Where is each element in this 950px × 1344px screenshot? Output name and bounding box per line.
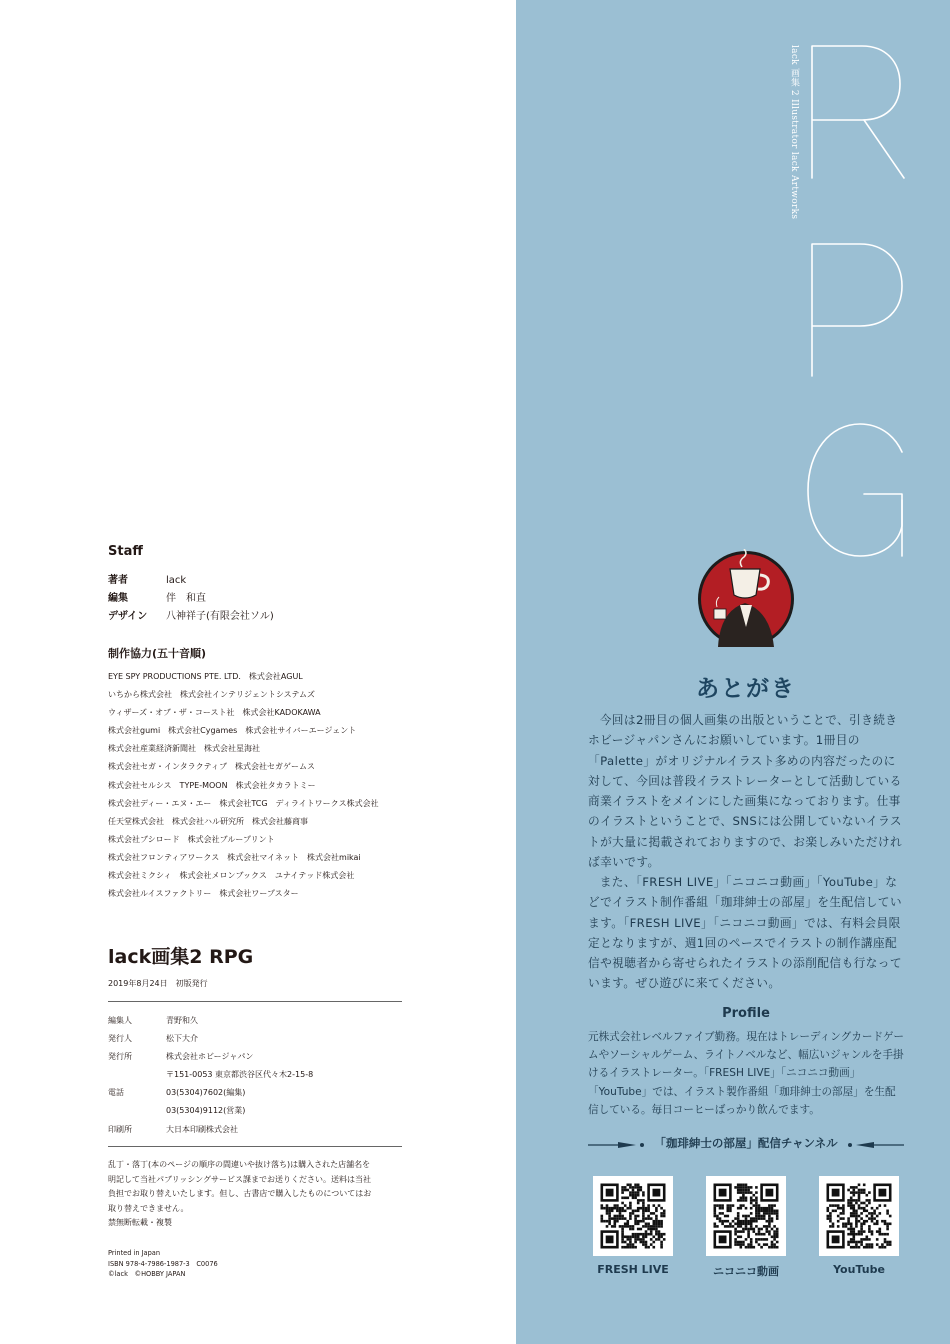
pub-row: 発行人 松下大介	[108, 1034, 198, 1044]
qr-code-fresh-live[interactable]	[593, 1176, 673, 1256]
coop-line: 株式会社gumi 株式会社Cygames 株式会社サイバーエージェント	[108, 726, 357, 736]
pub-row: 〒151-0053 東京都渋谷区代々木2-15-8	[166, 1070, 314, 1080]
credit-row: デザイン 八神祥子(有限会社ソル)	[108, 611, 274, 622]
afterword-body	[588, 710, 906, 994]
channel-banner	[588, 1134, 904, 1154]
afterword-heading: あとがき	[696, 676, 796, 702]
qr-label-fresh-live: FRESH LIVE	[597, 1263, 669, 1276]
qr-label-niconico: ニコニコ動画	[713, 1265, 779, 1278]
letter-r	[812, 46, 904, 178]
pub-row: 03(5304)9112(営業)	[166, 1106, 246, 1116]
coop-line: 株式会社産業経済新聞社 株式会社星海社	[108, 744, 260, 754]
coop-line: ウィザーズ・オブ・ザ・コースト社 株式会社KADOKAWA	[108, 708, 321, 718]
profile-heading: Profile	[722, 1006, 770, 1021]
pen-nib-ornament-right	[842, 1140, 904, 1150]
notice-text: 乱丁・落丁(本のページの順序の間違いや抜け落ち)は購入された店舗名を 明記して当社パブリッシングサービス課までお送りください。送料は当社 負担でお取り替えいたします。但し、古書店で購入したものについてはお 取り替えできません。 禁無断転載・複製	[108, 1160, 372, 1228]
coop-line: いちから株式会社 株式会社インテリジェントシステムズ	[108, 690, 316, 700]
afterword-paragraph: また、「FRESH LIVE」「ニコニコ動画」「YouTube」などでイラスト制作番組「珈琲紳士の部屋」を生配信しています。「FRESH LIVE」「ニコニコ動画」では、有料会員限定となりますが、週1回のペースでイラストの制作講座配信や視聴者から寄せられたイラストの添削配信も行なっています。ぜひ遊びに来てください。	[588, 875, 902, 991]
channel-label: 「珈琲紳士の部屋」配信チャンネル	[654, 1136, 838, 1150]
rpg-title-letters	[798, 0, 938, 570]
pub-row: 発行所 株式会社ホビージャパン	[108, 1052, 254, 1062]
coop-line: 株式会社セガ・インタラクティブ 株式会社セガゲームス	[108, 762, 316, 772]
printing-info: Printed in Japan ISBN 978-4-7986-1987-3 C0076 ©lack ©HOBBY JAPAN	[108, 1249, 218, 1278]
credit-row: 著者 lack	[108, 575, 187, 586]
edition-date: 2019年8月24日 初版発行	[108, 979, 208, 988]
coop-line: 株式会社ルイスファクトリー 株式会社ワープスター	[108, 889, 299, 899]
cooperation-heading: 制作協力(五十音順)	[108, 647, 207, 660]
qr-label-youtube: YouTube	[833, 1263, 885, 1276]
publication-info	[108, 1014, 313, 1141]
qr-code-niconico[interactable]	[706, 1176, 786, 1256]
letter-g	[808, 424, 902, 556]
letter-p	[812, 244, 902, 376]
divider	[108, 1001, 402, 1002]
coop-line: 株式会社フロンティアワークス 株式会社マイネット 株式会社mikai	[108, 852, 361, 862]
coffee-gentleman-emblem	[690, 549, 802, 649]
credits-list	[108, 572, 274, 626]
credit-row: 編集 伴 和直	[108, 593, 206, 604]
coop-line: 株式会社セルシス TYPE-MOON 株式会社タカラトミー	[108, 780, 316, 790]
pub-row: 印刷所 大日本印刷株式会社	[108, 1124, 238, 1134]
profile-text: 元株式会社レベルファイブ勤務。現在はトレーディングカードゲームやソーシャルゲーム、ライトノベルなど、幅広いジャンルを手掛けるイラストレーター。「FRESH LIVE」「ニコニコ動画」「YouTube」では、イラスト製作番組「珈琲紳士の部屋」を生配信している。毎日コーヒーばっかり飲んでます。	[588, 1031, 905, 1116]
coop-line: 株式会社ミクシィ 株式会社メロンブックス ユナイテッド株式会社	[108, 871, 355, 881]
spine-subtitle: lack 画集 2 Illustrator lack Artworks	[789, 45, 799, 220]
coop-line: EYE SPY PRODUCTIONS PTE. LTD. 株式会社AGUL	[108, 672, 303, 681]
pub-row: 編集人 青野和久	[108, 1016, 198, 1025]
coop-line: 任天堂株式会社 株式会社ハル研究所 株式会社藤商事	[108, 816, 308, 826]
coop-line: 株式会社ブシロード 株式会社ブループリント	[108, 834, 275, 844]
divider	[108, 1146, 402, 1147]
afterword-paragraph: 今回は2冊目の個人画集の出版ということで、引き続きホビージャパンさんにお願いしています。1冊目の「Palette」がオリジナルイラスト多めの内容だったのに対して、今回は普段イラストレーターとして活動している商業イラストをメインにした画集になっております。仕事のイラストということで、SNSには公開していないイラストが大量に掲載されておりますので、お楽しみいただければ幸いです。	[588, 713, 903, 869]
cooperation-list	[108, 670, 379, 905]
qr-code-youtube[interactable]	[819, 1176, 899, 1256]
staff-heading: Staff	[108, 544, 143, 559]
book-title: lack画集2 RPG	[108, 946, 254, 968]
pub-row: 電話 03(5304)7602(編集)	[108, 1088, 246, 1098]
coop-line: 株式会社ディー・エヌ・エー 株式会社TCG ディライトワークス株式会社	[108, 798, 379, 808]
